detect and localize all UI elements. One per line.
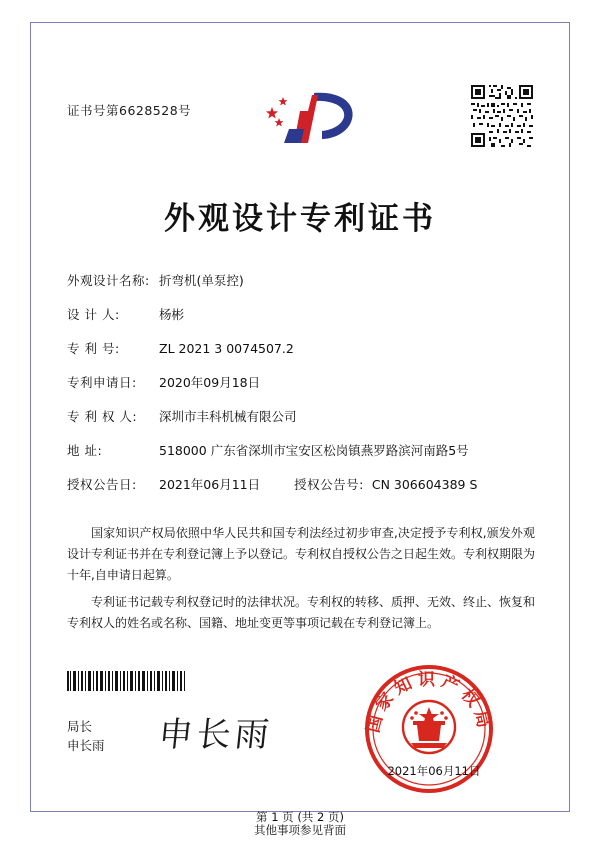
footnote: 其他事项参见背面	[254, 823, 346, 837]
field-label: 专 利 权 人:	[67, 409, 138, 424]
field-grant-announcement	[67, 475, 537, 509]
field-value: 518000 广东省深圳市宝安区松岗镇燕罗路滨河南路5号	[159, 443, 469, 458]
field-label: 专利申请日:	[67, 375, 137, 390]
field-patentee	[67, 407, 537, 441]
field-label-secondary: 授权公告号:	[294, 477, 364, 492]
field-patent-number	[67, 339, 537, 373]
paragraph-2: 专利证书记载专利权登记时的法律状况。专利权的转移、质押、无效、终止、恢复和专利权人的姓名或名称、国籍、地址变更等事项记载在专利登记簿上。	[67, 595, 536, 630]
field-design-name	[67, 271, 537, 305]
field-label: 专 利 号:	[67, 341, 120, 356]
field-address	[67, 441, 537, 475]
svg-text:国家知识产权局: 国家知识产权局	[363, 670, 495, 735]
paragraph-1: 国家知识产权局依照中华人民共和国专利法经过初步审查,决定授予专利权,颁发外观设计专利证书并在专利登记簿上予以登记。专利权自授权公告之日起生效。专利权期限为十年,自申请日起算。	[67, 526, 536, 582]
field-label: 设 计 人:	[67, 307, 120, 322]
field-value: 杨彬	[159, 307, 185, 322]
certificate-sheet	[30, 22, 570, 824]
field-designer	[67, 305, 537, 339]
field-label: 外观设计名称:	[67, 273, 150, 288]
director-title-label: 局长	[67, 719, 93, 734]
field-application-date	[67, 373, 537, 407]
signature-block	[67, 717, 105, 755]
field-value: 2020年09月18日	[159, 375, 261, 390]
handwritten-signature: 申长雨	[156, 715, 275, 755]
field-value: 折弯机(单泵控)	[159, 273, 244, 288]
director-name-label: 申长雨	[67, 738, 105, 753]
legal-text	[67, 523, 535, 640]
qr-code-icon	[471, 85, 533, 147]
field-list	[67, 271, 537, 509]
field-value: 深圳市丰科机械有限公司	[159, 409, 297, 424]
certificate-number: 证书号第6628528号	[67, 103, 192, 118]
field-label: 地 址:	[67, 443, 103, 458]
field-value: 2021年06月11日	[159, 477, 261, 492]
field-value-secondary: CN 306604389 S	[371, 477, 478, 492]
cnipa-logo-icon	[256, 85, 366, 151]
seal-date: 2021年06月11日	[387, 764, 481, 778]
field-label: 授权公告日:	[67, 477, 137, 492]
field-value: ZL 2021 3 0074507.2	[159, 341, 294, 356]
page-number: 第 1 页 (共 2 页)	[256, 810, 344, 824]
barcode	[67, 671, 187, 691]
page-title: 外观设计专利证书	[164, 201, 436, 237]
